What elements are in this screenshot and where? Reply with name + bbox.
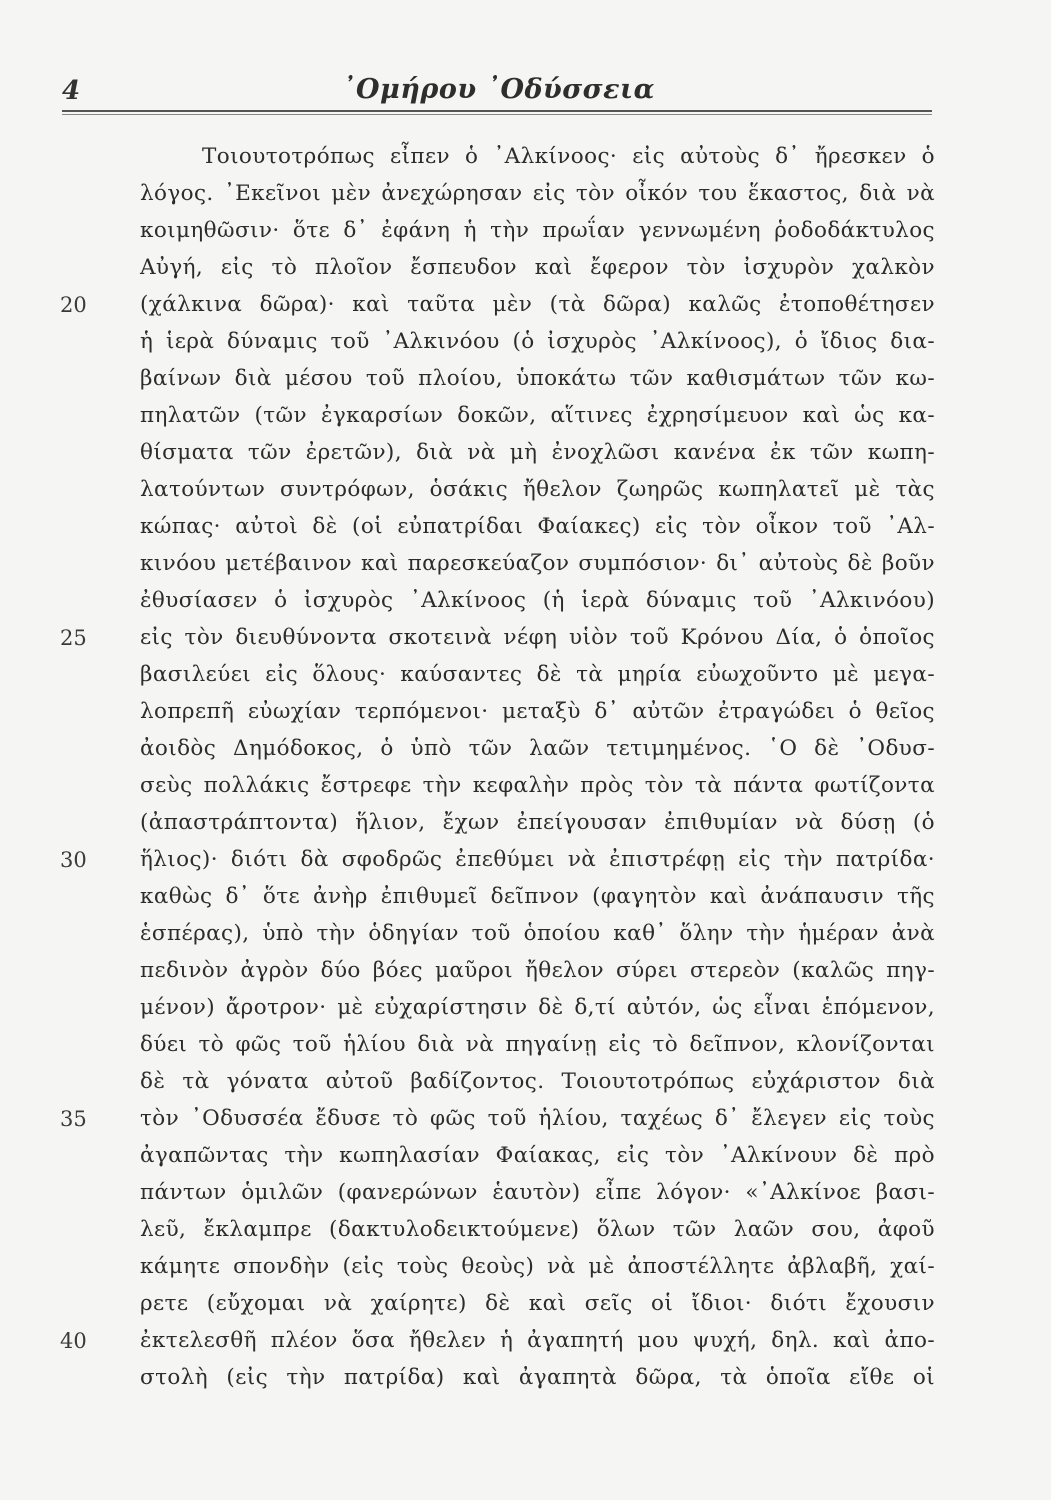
header-rule xyxy=(62,110,932,112)
line-number-30: 30 xyxy=(60,848,87,872)
text-line: δὲ τὰ γόνατα αὐτοῦ βαδίζοντος. Τοιουτοτρόπως εὐχάριστον διὰ xyxy=(140,1069,935,1094)
text-line: καθὼς δ᾿ ὅτε ἀνὴρ ἐπιθυμεῖ δεῖπνον (φαγητὸν καὶ ἀνάπαυσιν τῆς xyxy=(140,884,935,909)
text-line: σεὺς πολλάκις ἔστρεφε τὴν κεφαλὴν πρὸς τὸν τὰ πάντα φωτίζοντα xyxy=(140,773,935,798)
text-line: κινόου μετέβαινον καὶ παρεσκεύαζον συμπόσιον· δι᾿ αὐτοὺς δὲ βοῦν xyxy=(140,551,935,576)
text-line: ἐθυσίασεν ὁ ἰσχυρὸς ᾿Αλκίνοος (ἡ ἱερὰ δύναμις τοῦ ᾿Αλκινόου) xyxy=(140,588,935,613)
line-number-25: 25 xyxy=(60,626,87,650)
text-line: ἑσπέρας), ὑπὸ τὴν ὁδηγίαν τοῦ ὁποίου καθ᾿ ὅλην τὴν ἡμέραν ἀνὰ xyxy=(140,921,935,946)
line-number-40: 40 xyxy=(60,1329,87,1353)
text-line: μένον) ἄροτρον· μὲ εὐχαρίστησιν δὲ δ,τί αὐτόν, ὡς εἶναι ἑπόμενον, xyxy=(140,995,935,1020)
text-line: ρετε (εὔχομαι νὰ χαίρητε) δὲ καὶ σεῖς οἱ ἴδιοι· διότι ἔχουσιν xyxy=(140,1291,935,1316)
text-line: τὸν ᾿Οδυσσέα ἔδυσε τὸ φῶς τοῦ ἡλίου, ταχέως δ᾿ ἔλεγεν εἰς τοὺς xyxy=(140,1106,935,1131)
text-line: Αὐγή, εἰς τὸ πλοῖον ἔσπευδον καὶ ἔφερον τὸν ἰσχυρὸν χαλκὸν xyxy=(140,255,935,280)
text-line: κοιμηθῶσιν· ὅτε δ᾿ ἐφάνη ἡ τὴν πρωΐαν γεννωμένη ῥοδοδάκτυλος xyxy=(140,218,935,243)
text-line: ἐκτελεσθῆ πλέον ὅσα ἤθελεν ἡ ἀγαπητή μου ψυχή, δηλ. καὶ ἀπο- xyxy=(140,1328,935,1353)
text-line: λεῦ, ἔκλαμπρε (δακτυλοδεικτούμενε) ὅλων τῶν λαῶν σου, ἀφοῦ xyxy=(140,1217,935,1242)
text-line: λόγος. ᾿Εκεῖνοι μὲν ἀνεχώρησαν εἰς τὸν οἶκόν του ἕκαστος, διὰ νὰ xyxy=(140,181,935,206)
text-line: θίσματα τῶν ἐρετῶν), διὰ νὰ μὴ ἐνοχλῶσι κανένα ἐκ τῶν κωπη- xyxy=(140,440,935,465)
text-line: Τοιουτοτρόπως εἶπεν ὁ ᾿Αλκίνοος· εἰς αὐτοὺς δ᾿ ἤρεσκεν ὁ xyxy=(202,144,935,169)
text-line: βασιλεύει εἰς ὅλους· καύσαντες δὲ τὰ μηρία εὐωχοῦντο μὲ μεγα- xyxy=(140,662,935,687)
page-header xyxy=(62,70,932,110)
text-line: ἀοιδὸς Δημόδοκος, ὁ ὑπὸ τῶν λαῶν τετιμημένος. ῾Ο δὲ ᾿Οδυσ- xyxy=(140,736,935,761)
text-line: ἀγαπῶντας τὴν κωπηλασίαν Φαίακας, εἰς τὸν ᾿Αλκίνουν δὲ πρὸ xyxy=(140,1143,935,1168)
text-line: στολὴ (εἰς τὴν πατρίδα) καὶ ἀγαπητὰ δῶρα, τὰ ὁποῖα εἴθε οἱ xyxy=(140,1365,935,1390)
text-line: λοπρεπῆ εὐωχίαν τερπόμενοι· μεταξὺ δ᾿ αὐτῶν ἐτραγώδει ὁ θεῖος xyxy=(140,699,935,724)
text-line: πάντων ὁμιλῶν (φανερώνων ἑαυτὸν) εἶπε λόγον· «᾿Αλκίνοε βασι- xyxy=(140,1180,935,1205)
header-rule-thin xyxy=(62,114,932,115)
line-number-20: 20 xyxy=(60,293,87,317)
text-line: ἥλιος)· διότι δὰ σφοδρῶς ἐπεθύμει νὰ ἐπιστρέφῃ εἰς τὴν πατρίδα· xyxy=(140,847,935,872)
running-title: ᾿Ομήρου ᾿Οδύσσεια xyxy=(342,74,655,105)
text-line: εἰς τὸν διευθύνοντα σκοτεινὰ νέφη υἱὸν τοῦ Κρόνου Δία, ὁ ὁποῖος xyxy=(140,625,935,650)
text-line: κάμητε σπονδὴν (εἰς τοὺς θεοὺς) νὰ μὲ ἀποστέλλητε ἀβλαβῆ, χαί- xyxy=(140,1254,935,1279)
text-line: λατούντων συντρόφων, ὁσάκις ἤθελον ζωηρῶς κωπηλατεῖ μὲ τὰς xyxy=(140,477,935,502)
line-number-35: 35 xyxy=(60,1107,87,1131)
text-line: ἡ ἱερὰ δύναμις τοῦ ᾿Αλκινόου (ὁ ἰσχυρὸς ᾿Αλκίνοος), ὁ ἴδιος δια- xyxy=(140,329,935,354)
text-line: (ἀπαστράπτοντα) ἥλιον, ἔχων ἐπείγουσαν ἐπιθυμίαν νὰ δύσῃ (ὁ xyxy=(140,810,935,835)
text-line: κώπας· αὐτοὶ δὲ (οἱ εὐπατρίδαι Φαίακες) εἰς τὸν οἶκον τοῦ ᾿Αλ- xyxy=(140,514,935,539)
text-line: δύει τὸ φῶς τοῦ ἡλίου διὰ νὰ πηγαίνῃ εἰς τὸ δεῖπνον, κλονίζονται xyxy=(140,1032,935,1057)
text-line: (χάλκινα δῶρα)· καὶ ταῦτα μὲν (τὰ δῶρα) καλῶς ἐτοποθέτησεν xyxy=(140,292,935,317)
text-line: πεδινὸν ἀγρὸν δύο βόες μαῦροι ἤθελον σύρει στερεὸν (καλῶς πηγ- xyxy=(140,958,935,983)
text-line: πηλατῶν (τῶν ἐγκαρσίων δοκῶν, αἵτινες ἐχρησίμευον καὶ ὡς κα- xyxy=(140,403,935,428)
text-line: βαίνων διὰ μέσου τοῦ πλοίου, ὑποκάτω τῶν καθισμάτων τῶν κω- xyxy=(140,366,935,391)
page-number: 4 xyxy=(62,76,81,106)
